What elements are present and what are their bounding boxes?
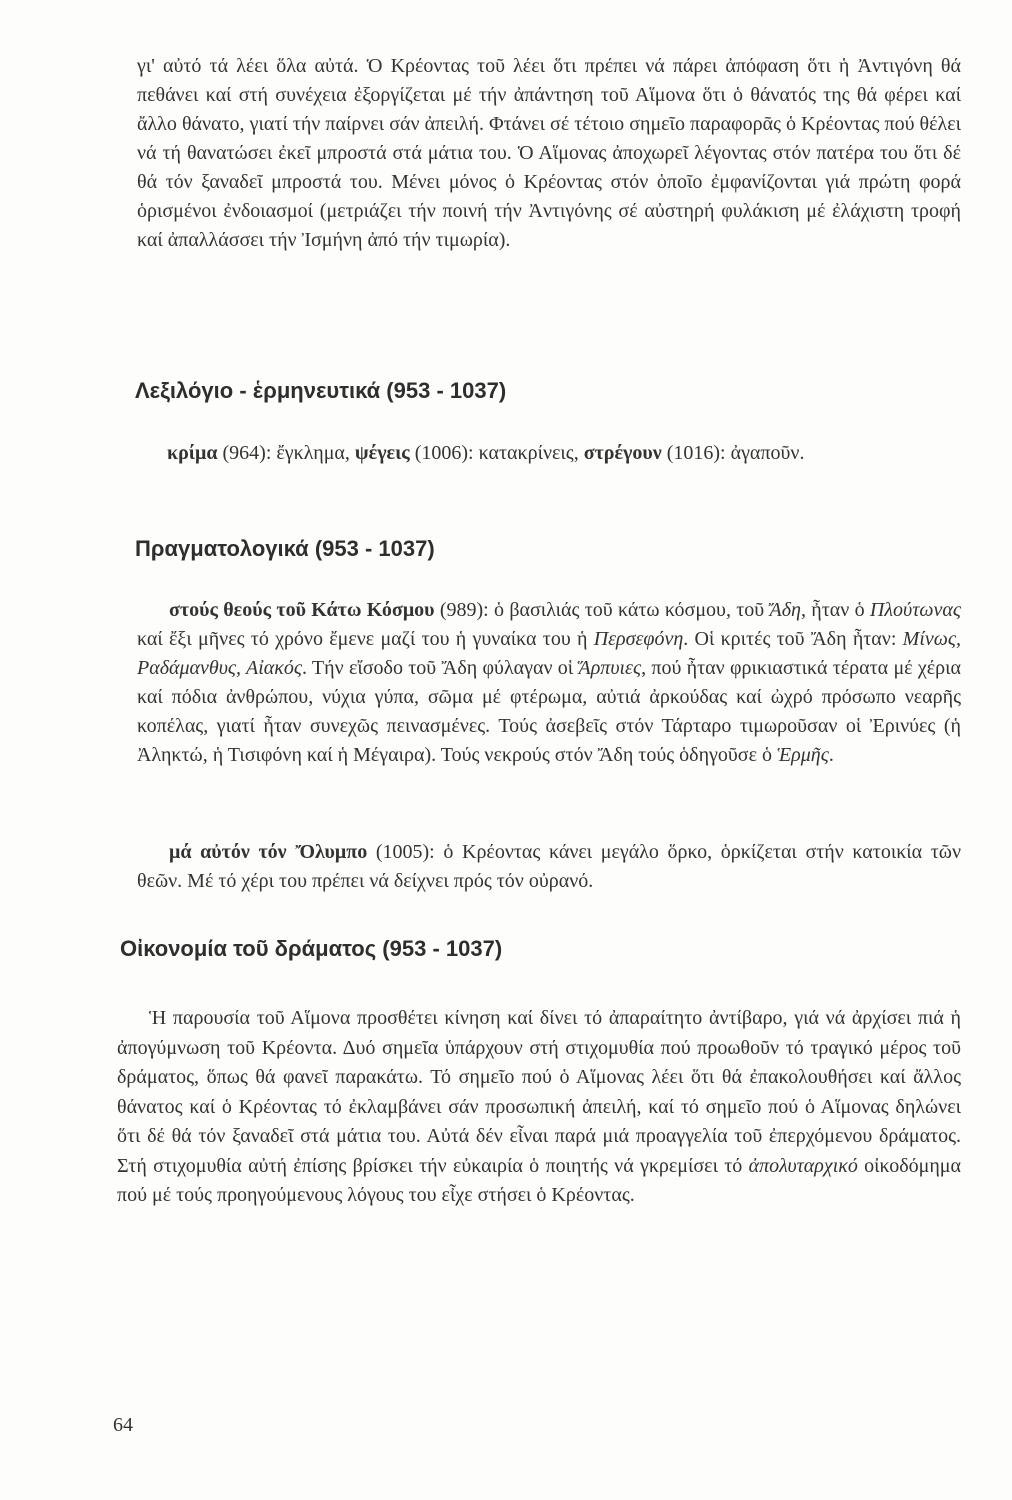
text-segment: (989): ὁ βασιλιάς τοῦ κάτω κόσμου, τοῦ <box>434 599 770 621</box>
names-judges: Μίνως, Ραδάμανθυς, Αἰακός <box>137 628 961 679</box>
lexilogio-paragraph <box>137 439 961 468</box>
lexilogio-heading: Λεξιλόγιο - ἑρμηνευτικά (953 - 1037) <box>135 378 507 403</box>
page-number: 64 <box>113 1414 133 1436</box>
pragmatologika-heading: Πραγματολογικά (953 - 1037) <box>135 536 435 561</box>
oikonomia-paragraph <box>117 1004 961 1211</box>
pragmatologika-paragraph-underworld <box>137 596 961 770</box>
text-segment: Ἡ παρουσία τοῦ Αἵμονα προσθέτει κίνηση καί δίνει τό ἀπαραίτητο ἀντίβαρο, γιά νά ἀρχίσει πιά ἡ ἀπογύμνωση τοῦ Κρέοντα. Δυό σημεῖα ὑπάρχουν στή στιχομυθία πού προωθοῦν τό τραγικό μέρος τοῦ δράματος, ὅπως θά φανεῖ παρακάτω. Τό σημεῖο πού ὁ Αἵμονας λέει ὅτι θά ἐπακολουθήσει καί ἄλλος θάνατος καί ὁ Κρέοντας τό ἐκλαμβάνει σάν προσωπική ἀπειλή, καί τό σημεῖο πού ὁ Αἵμονας δηλώνει ὅτι δέ θά τόν ξαναδεῖ στά μάτια του. Αὐτά δέν εἶναι παρά μιά προαγγελία τοῦ ἐπερχόμενου δράματος. Στή στιχομυθία αὐτή ἐπίσης βρίσκει τήν εὐκαιρία ὁ ποιητής νά γκρεμίσει τό <box>117 1007 961 1177</box>
term-krima: κρίμα <box>167 442 218 464</box>
def-krima: (964): ἔγκλημα, <box>217 442 355 464</box>
name-plouton: Πλούτωνας <box>869 599 961 621</box>
name-ermis: Ἑρμῆς <box>776 744 829 766</box>
text-segment: , ἦταν ὁ <box>800 599 870 621</box>
text-segment: οἰκοδόμημα πού μέ τούς προηγούμενους λόγους του εἶχε στήσει ὁ Κρέοντας. <box>117 1154 961 1206</box>
intro-paragraph: γι' αὐτό τά λέει ὅλα αὐτά. Ὁ Κρέοντας τοῦ λέει ὅτι πρέπει νά πάρει ἀπόφαση ὅτι ἡ Ἀντιγόνη θά πεθάνει καί στή συνέχεια ἐξοργίζεται μέ τήν ἀπάντηση τοῦ Αἵμονα ὅτι ὁ θάνατός της θά φέρει καί ἄλλο θάνατο, γιατί τήν παίρνει σάν ἀπειλή. Φτάνει σέ τέτοιο σημεῖο παραφορᾶς ὁ Κρέοντας πού θέλει νά τή θανατώσει ἐκεῖ μπροστά στά μάτια του. Ὁ Αἵμονας ἀποχωρεῖ λέγοντας στόν πατέρα του ὅτι δέ θά τόν ξαναδεῖ μπροστά του. Μένει μόνος ὁ Κρέοντας στόν ὁποῖο ἐμφανίζονται γιά πρώτη φορά ὁρισμένοι ἐνδοιασμοί (μετριάζει τήν ποινή τήν Ἀντιγόνης σέ αὐστηρή φυλάκιση μέ ἐλάχιστη τροφή καί ἀπαλλάσσει τήν Ἰσμήνη ἀπό τήν τιμωρία). <box>137 55 961 251</box>
text-segment: (1005): ὁ Κρέοντας κάνει μεγάλο ὅρκο, ὁρκίζεται στήν κατοικία τῶν θεῶν. Μέ τό χέρι του πρέπει νά δείχνει πρός τόν οὐρανό. <box>137 841 962 892</box>
def-stregoun: (1016): ἀγαποῦν. <box>661 442 805 464</box>
oikonomia-heading: Οἰκονομία τοῦ δράματος (953 - 1037) <box>120 936 503 961</box>
term-stregoun: στρέγουν <box>583 442 662 464</box>
pragmatologika-paragraph-olympus <box>137 838 961 896</box>
term-olympus-oath: μά αὐτόν τόν Ὄλυμπο <box>169 841 368 863</box>
text-segment: , πού ἦταν φρικιαστικά τέρατα μέ χέρια καί πόδια ἀνθρώπου, νύχια γύπα, σῶμα μέ φτέρωμα, αὐτιά ἀρκούδας καί ὠχρό πρόσωπο νεαρῆς κοπέλας, γιατί ἦταν συνεχῶς πεινασμένες. Τούς ἀσεβεῖς στόν Τάρταρο τιμωροῦσαν οἱ Ἐρινύες (ἡ Ἀληκτώ, ἡ Τισιφόνη καί ἡ Μέγαιρα). Τούς νεκρούς στόν Ἄδη τούς ὁδηγοῦσε ὁ <box>137 657 961 766</box>
name-arpyies: Ἅρπυιες <box>578 657 642 679</box>
word-apolytarchiko: ἀπολυταρχικό <box>748 1154 858 1177</box>
name-persefoni: Περσεφόνη <box>593 628 684 650</box>
text-segment: . Τήν εἴσοδο τοῦ Ἄδη φύλαγαν οἱ <box>301 657 579 679</box>
name-ades: Ἄδη <box>769 599 801 621</box>
term-pseges: ψέγεις <box>354 442 410 464</box>
text-segment: . <box>828 744 834 766</box>
text-segment: . Οἱ κριτές τοῦ Ἄδη ἦταν: <box>683 628 903 650</box>
text-segment: καί ἔξι μῆνες τό χρόνο ἔμενε μαζί του ἡ γυναίκα του ἡ <box>137 628 594 650</box>
def-pseges: (1006): κατακρίνεις, <box>409 442 584 464</box>
term-underworld-gods: στούς θεούς τοῦ Κάτω Κόσμου <box>169 599 435 621</box>
